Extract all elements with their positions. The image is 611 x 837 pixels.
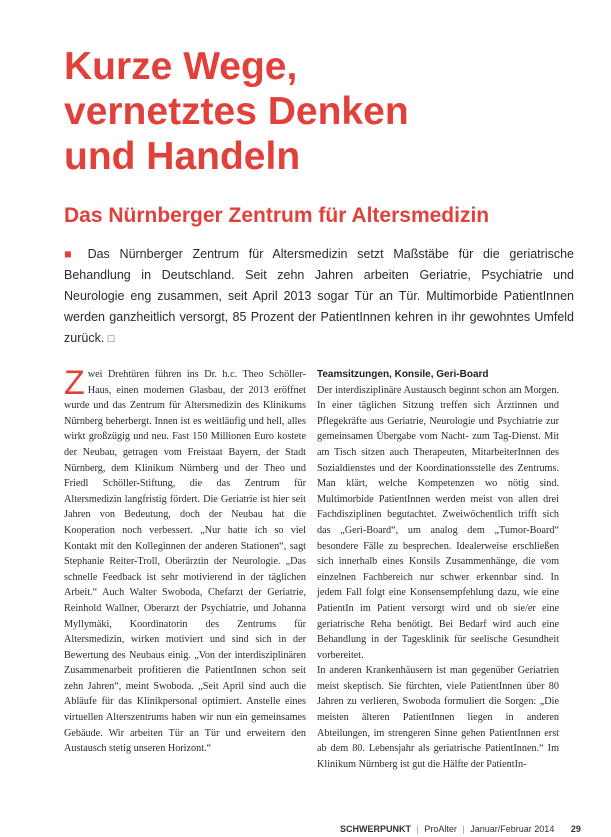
end-mark-icon: □: [107, 333, 115, 345]
left-column-text: wei Drehtüren führen ins Dr. h.c. Theo Schöller-Haus, einen modernen Glasbau, der 2013 eröffnet wurde und das Zentrum für Altersmedizin des Klinikums Nürnberg beherbergt. Innen ist es weitläufig und hell, alles wirkt großzügig und neu. Fast 150 Millionen Euro kostete der Neubau, getragen vom Freistaat Bayern, der Stadt Nürnberg, dem Klinikum Nürnberg und der Theo und Friedl Schöller-Stiftung, die das Zentrum für Altersmedizin langfristig fördert. Die Geriatrie ist hier seit Jahren von Bedeutung, doch der Neubau hat die Kooperation noch verbessert. „Nur hatte ich so viel Kontakt mit den Kolleginnen der anderen Stationen“, sagt Stephanie Reiter-Troll, Oberärztin der Neurologie. „Das schnelle Feedback ist sehr motivierend in der täglichen Arbeit.“ Auch Walter Swoboda, Chefarzt der Geriatrie, Reinhold Wallner, Oberarzt der Psychiatrie, und Johanna Myllymäki, Koordinatorin des Zentrums für Altersmedizin, wirken motiviert und sind sich in der Bewertung des Neubaus einig. „Von der interdisziplinären Zusammenarbeit profitieren die PatientInnen schon seit zehn Jahren“, meint Swoboda. „Seit April sind auch die Abläufe für das Klinikpersonal optimiert. Anstelle eines virtuellen Alterszentrums haben wir nun ein gemeinsames Gebäude. Wir arbeiten Tür an Tür und erweitern den Austausch stetig unseren Horizont.“: [64, 369, 306, 755]
lead-paragraph: [64, 244, 574, 350]
article-title: [64, 44, 584, 179]
title-line-2: vernetztes Denken: [64, 90, 409, 133]
footer-separator: |: [462, 824, 465, 834]
body-column-left: [64, 364, 306, 757]
article-subtitle: Das Nürnberger Zentrum für Altersmedizin: [64, 204, 490, 227]
right-column-paragraph-2: In anderen Krankenhäusern ist man gegenüber Geriatrien meist skeptisch. Sie fürchten, viele PatientInnen über 80 Jahren zu verlieren, Swoboda formuliert die Sorgen: „Die meisten älteren PatientInnen liegen in anderen Abteilungen, im strengeren Sinne gehen PatientInnen erst ab dem 80. Lebensjahr als geriatrische PatientInnen.“ Im Klinikum Nürnberg ist gut die Hälfte der PatientIn-: [317, 665, 559, 770]
title-line-3: und Handeln: [64, 135, 301, 178]
lead-bullet-icon: ■: [64, 247, 78, 261]
drop-cap: Z: [64, 364, 85, 402]
footer-magazine: ProAlter: [424, 824, 457, 834]
body-column-right: [317, 367, 559, 772]
section-heading: Teamsitzungen, Konsile, Geri-Board: [317, 369, 489, 380]
footer-separator: |: [416, 824, 419, 834]
page-number: 29: [570, 824, 581, 834]
lead-text: Das Nürnberger Zentrum für Altersmedizin setzt Maßstäbe für die geriatrische Behandlung in Deutschland. Seit zehn Jahren arbeiten Geriatrie, Psychiatrie und Neurologie eng zusammen, seit April 2013 sogar Tür an Tür. Multimorbide PatientInnen werden ganzheitlich versorgt, 85 Prozent der PatientInnen kehren in ihr gewohntes Umfeld zurück.: [64, 247, 574, 345]
title-line-1: Kurze Wege,: [64, 45, 298, 88]
footer-section: SCHWERPUNKT: [340, 824, 411, 834]
footer-issue: Januar/Februar 2014: [470, 824, 555, 834]
right-column-paragraph-1: Der interdisziplinäre Austausch beginnt schon am Morgen. In einer täglichen Sitzung treffen sich Ärztinnen und Pflegekräfte aus Geriatrie, Neurologie und Psychiatrie zur gemeinsamen Übergabe vom Nacht- zum Tag-Dienst. Mit am Tisch sitzen auch Therapeuten, MitarbeiterInnen des Sozialdienstes und der Koordinationsstelle des Zentrums. Man klärt, welche Kompetenzen wo nötig sind. Multimorbide PatientInnen werden meist von allen drei Fachdisziplinen begutachtet. Zweiwöchentlich trifft sich das „Geri-Board“, um analog dem „Tumor-Board“ besondere Fälle zu besprechen. Idealerweise erschließen sich innerhalb eines Konsils Zusammenhänge, die vom einzelnen Fachbereich nur schwer erkennbar sind. In jedem Fall folgt eine Konsensempfehlung dazu, wie eine PatientIn im Patient versorgt wird und ob sie/er eine geriatrische Reha benötigt. Bei Bedarf wird auch eine Behandlung in der Tagesklinik für seelische Gesundheit vorbereitet.: [317, 384, 559, 661]
page-footer: [340, 824, 600, 834]
